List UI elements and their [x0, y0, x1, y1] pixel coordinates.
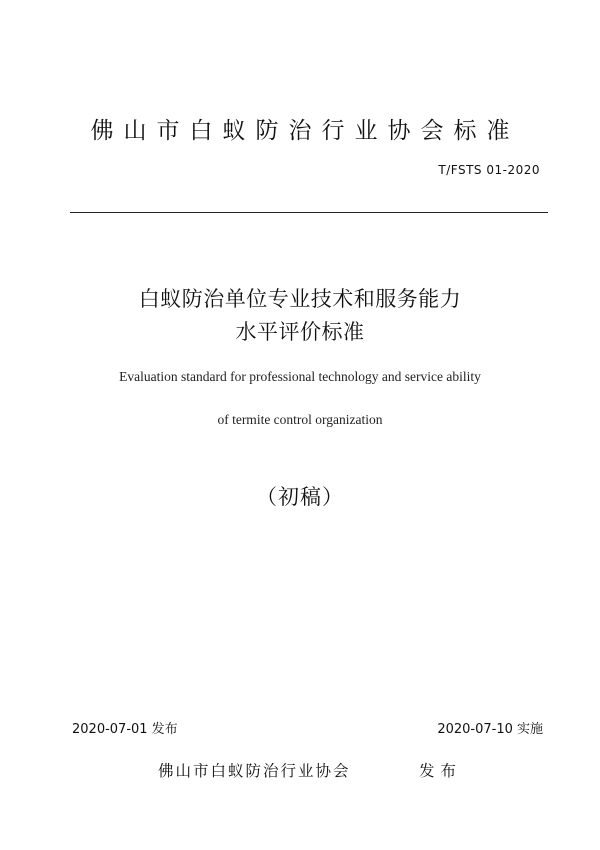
publisher-name: 佛山市白蚁防治行业协会: [158, 762, 351, 780]
standard-code: T/FSTS 01-2020: [438, 163, 540, 177]
english-title-line-2: of termite control organization: [217, 412, 383, 427]
implement-date: 2020-07-10 实施: [437, 722, 543, 737]
draft-label: （初稿）: [256, 485, 344, 509]
document-title-line-2: 水平评价标准: [235, 320, 365, 344]
publish-date: 2020-07-01 发布: [72, 722, 178, 737]
english-title-line-1: Evaluation standard for professional technology and service ability: [119, 369, 481, 384]
document-title-line-1: 白蚁防治单位专业技术和服务能力: [138, 287, 462, 311]
publish-label: 发布: [419, 762, 463, 780]
organization-standard-header: 佛山市白蚁防治行业协会标准: [90, 118, 520, 144]
header-divider: [70, 212, 548, 213]
